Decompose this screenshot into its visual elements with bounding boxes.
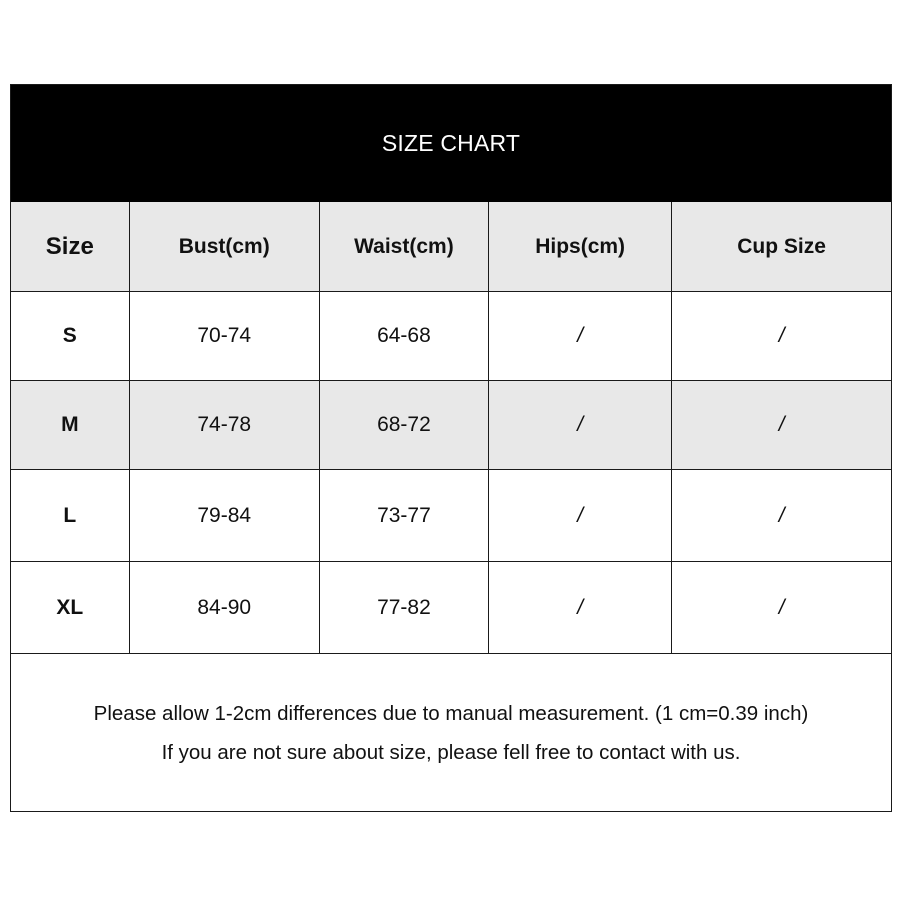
size-table [11,202,891,654]
note-line-measurement: Please allow 1-2cm differences due to manual measurement. (1 cm=0.39 inch) [93,701,809,725]
hips-cell: / [489,381,672,470]
waist-cell: 77-82 [319,562,488,654]
size-chart-title: SIZE CHART [11,85,891,202]
table-row [11,292,891,381]
column-header-hips: Hips(cm) [489,202,672,292]
hips-cell: / [489,470,672,562]
size-chart [10,84,892,812]
bust-cell: 70-74 [129,292,319,381]
size-cell: XL [11,562,129,654]
cup-cell: / [672,470,891,562]
size-cell: M [11,381,129,470]
table-row [11,562,891,654]
waist-cell: 68-72 [319,381,488,470]
hips-cell: / [489,562,672,654]
column-header-size: Size [11,202,129,292]
column-header-cup-size: Cup Size [672,202,891,292]
table-header-row [11,202,891,292]
hips-cell: / [489,292,672,381]
note-line-contact: If you are not sure about size, please fell free to contact with us. [161,740,741,764]
table-row [11,470,891,562]
bust-cell: 74-78 [129,381,319,470]
bust-cell: 79-84 [129,470,319,562]
bust-cell: 84-90 [129,562,319,654]
table-row [11,381,891,470]
column-header-bust: Bust(cm) [129,202,319,292]
column-header-waist: Waist(cm) [319,202,488,292]
cup-cell: / [672,292,891,381]
size-cell: L [11,470,129,562]
cup-cell: / [672,562,891,654]
cup-cell: / [672,381,891,470]
waist-cell: 64-68 [319,292,488,381]
size-cell: S [11,292,129,381]
measurement-note [11,654,891,811]
waist-cell: 73-77 [319,470,488,562]
